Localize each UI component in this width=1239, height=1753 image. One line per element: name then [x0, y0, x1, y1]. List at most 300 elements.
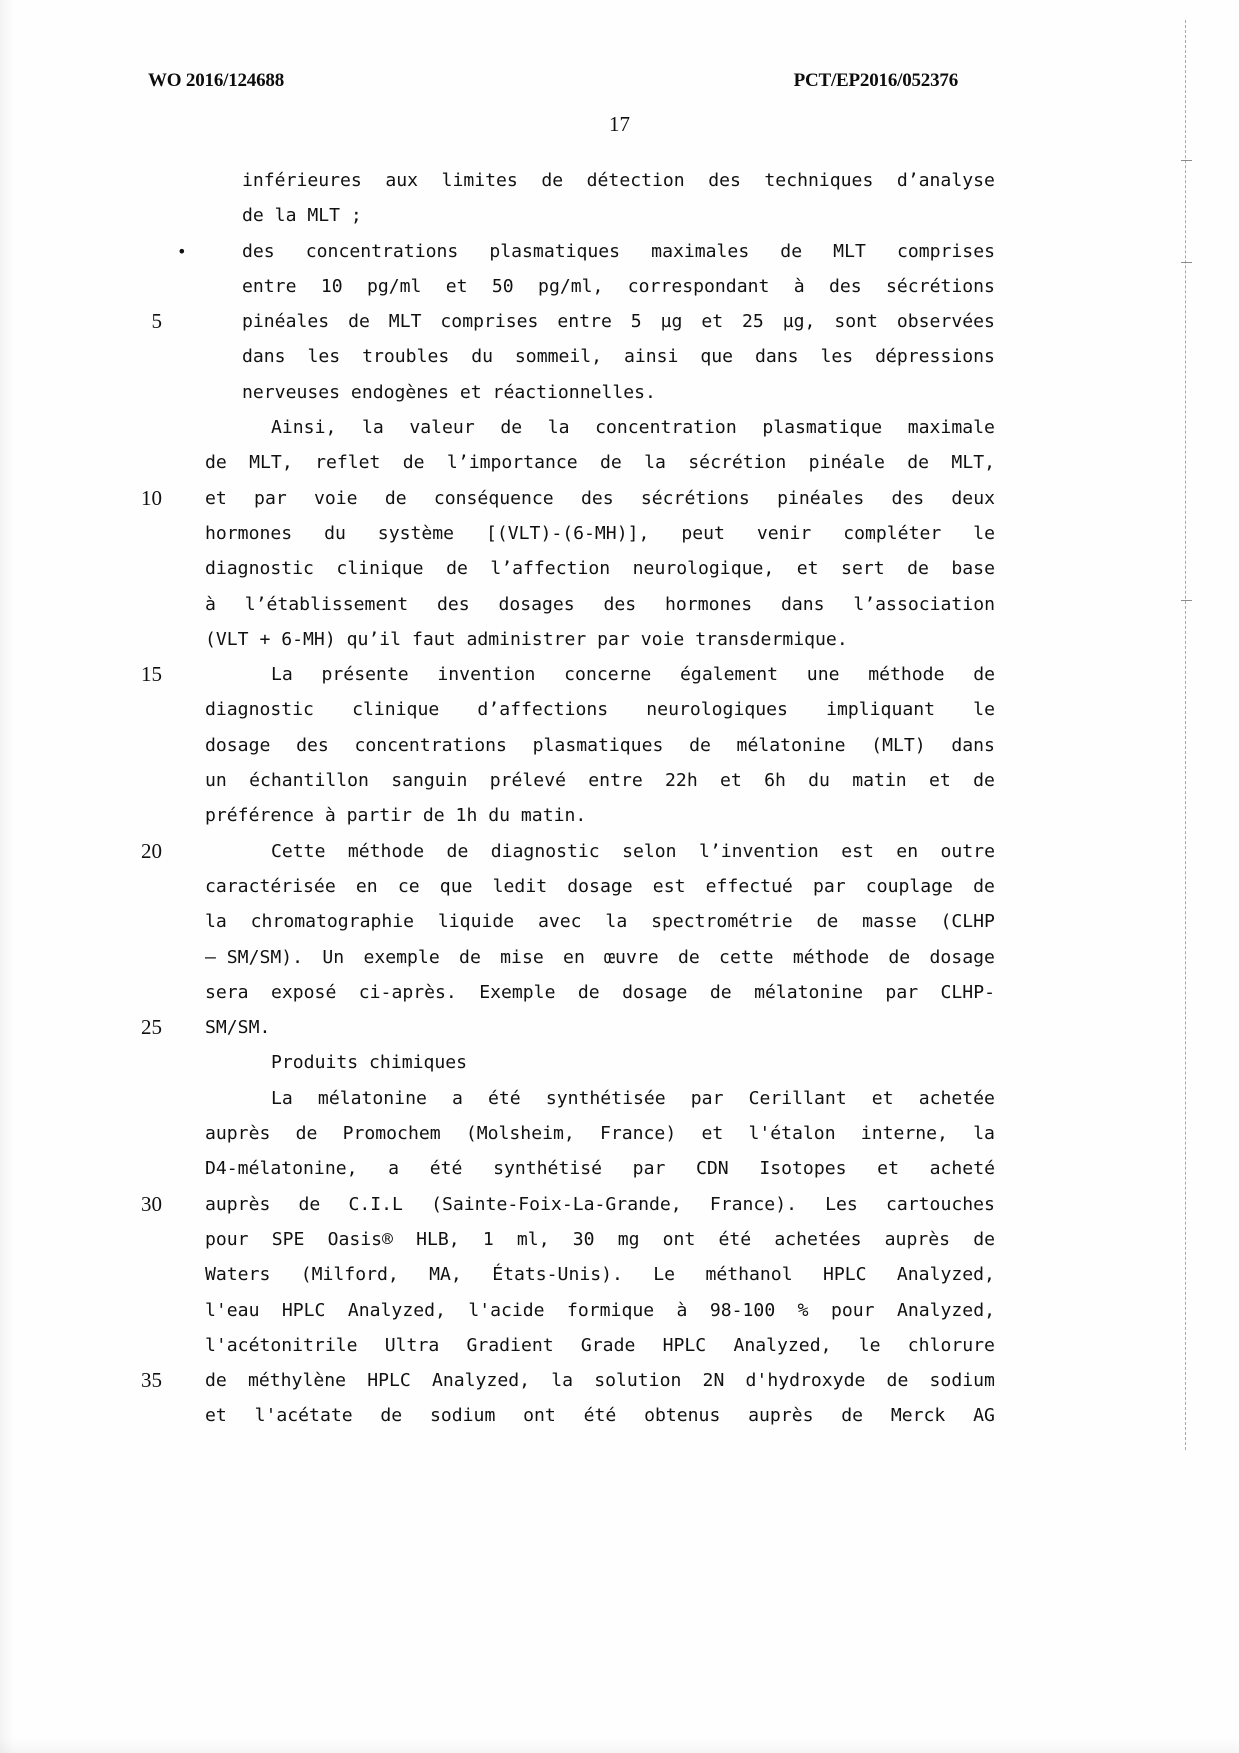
text-word: France). — [709, 1193, 797, 1215]
text-word: de — [973, 1228, 995, 1250]
text-line — [205, 692, 995, 727]
text-word: diagnostic — [490, 840, 600, 862]
text-word: Cerillant — [748, 1087, 847, 1109]
text-word: des — [296, 734, 329, 756]
text-word: l’établissement — [244, 593, 409, 615]
text-word: SPE — [271, 1228, 305, 1250]
text-word: Analyzed, — [896, 1299, 995, 1321]
text-word: pinéales — [242, 311, 330, 333]
text-word: sert — [841, 558, 885, 580]
text-line — [205, 869, 995, 904]
text-word: solution — [594, 1370, 682, 1392]
text-line: SM/SM. — [205, 1017, 271, 1039]
text-line — [205, 1081, 995, 1116]
text-word: l’importance — [446, 452, 578, 474]
text-word: La — [271, 1087, 293, 1109]
text-word: la — [551, 1370, 574, 1392]
text-word: achetée — [918, 1087, 995, 1109]
text-line: nerveuses endogènes et réactionnelles. — [242, 381, 656, 403]
text-word: outre — [940, 840, 995, 862]
text-word: auprès — [205, 1193, 271, 1215]
text-word: CLHP- — [940, 981, 995, 1003]
text-word: de — [973, 664, 995, 686]
text-line — [205, 834, 995, 869]
text-word: par — [632, 1158, 666, 1180]
text-word: compléter — [843, 522, 942, 544]
text-word: comprises — [440, 311, 539, 333]
scan-edge-shading-bottom — [0, 1737, 1239, 1753]
text-word: formique — [566, 1299, 655, 1321]
text-word: reflet — [315, 452, 381, 474]
text-line — [205, 1222, 995, 1257]
text-word: ainsi — [623, 346, 679, 368]
text-word: Un — [322, 946, 345, 968]
text-word: de — [446, 840, 469, 862]
text-word: des — [708, 170, 741, 191]
text-word: de — [500, 417, 523, 439]
text-word: de — [541, 170, 564, 191]
text-word: MLT, — [951, 452, 995, 474]
text-word: 22h — [665, 770, 698, 792]
line-number: 15 — [141, 662, 162, 687]
text-word: pinéale — [808, 452, 885, 474]
text-word: sodium — [929, 1370, 995, 1392]
text-word: mg — [617, 1228, 640, 1250]
text-word: 5 — [630, 311, 642, 333]
text-word: ce — [397, 875, 420, 897]
text-word: Isotopes — [759, 1158, 847, 1180]
text-line — [205, 587, 995, 622]
text-word: et — [720, 770, 742, 792]
text-line — [205, 1328, 995, 1363]
text-word: la — [547, 417, 570, 439]
text-word: MLT — [388, 311, 422, 333]
text-line — [205, 551, 995, 586]
text-line — [205, 304, 995, 339]
text-word: sodium — [429, 1405, 496, 1427]
text-word: par — [885, 981, 919, 1003]
text-line — [205, 728, 995, 763]
text-word: la — [605, 911, 628, 933]
text-word: le — [973, 699, 995, 721]
text-word: sont — [834, 311, 878, 333]
text-word: µg, — [782, 311, 816, 333]
text-word: de — [841, 1405, 864, 1427]
text-word: de — [577, 981, 600, 1003]
text-word: l’affection — [490, 558, 611, 580]
text-word: maximale — [907, 417, 995, 439]
text-word: des — [580, 487, 614, 509]
text-word: concentrations — [305, 240, 459, 262]
text-word: en — [355, 875, 378, 897]
text-word: Ainsi, — [271, 417, 337, 439]
text-word: été — [718, 1228, 752, 1250]
text-word: correspondant — [627, 275, 770, 297]
text-word: de — [780, 240, 803, 262]
text-word: de — [384, 487, 407, 509]
text-word: et — [445, 275, 468, 297]
text-word: sanguin — [391, 770, 468, 792]
text-word: du — [324, 522, 346, 544]
text-word: l’invention — [698, 840, 819, 862]
line-number: 10 — [141, 485, 162, 510]
text-word: méthode — [868, 664, 945, 686]
text-word: de — [298, 1193, 321, 1215]
text-word: avec — [538, 911, 582, 933]
text-word: France) — [599, 1123, 677, 1145]
text-word: est — [841, 840, 874, 862]
text-word: de — [295, 1123, 318, 1145]
text-word: de — [459, 946, 481, 968]
text-word: système — [377, 522, 455, 544]
text-word: hormones — [205, 522, 293, 544]
text-word: interne, — [860, 1123, 948, 1145]
text-line — [205, 1363, 995, 1398]
application-number: PCT/EP2016/052376 — [793, 70, 958, 91]
text-line — [205, 975, 995, 1010]
text-word: MA, — [429, 1264, 462, 1286]
text-word: (CLHP — [940, 911, 995, 933]
text-word: concerne — [564, 664, 652, 686]
text-word: (Sainte-Foix-La-Grande, — [431, 1193, 682, 1215]
text-word: et — [871, 1087, 894, 1109]
text-word: ml, — [516, 1228, 550, 1250]
text-word: hormones — [665, 593, 753, 615]
text-word: entre — [588, 770, 643, 792]
text-word: exemple — [363, 946, 440, 968]
text-word: (MLT) — [871, 734, 926, 756]
text-word: et — [796, 558, 819, 580]
text-word: ledit — [492, 875, 548, 897]
text-word: méthanol — [705, 1264, 793, 1286]
text-word: à — [676, 1299, 688, 1321]
text-word: du — [808, 770, 830, 792]
text-word: et — [701, 1123, 724, 1145]
text-line: de la MLT ; — [242, 205, 362, 227]
text-word: et — [877, 1158, 899, 1180]
text-word: synthétisée — [545, 1087, 666, 1109]
text-line — [177, 234, 995, 269]
text-word: valeur — [409, 417, 475, 439]
text-line — [205, 445, 995, 480]
text-word: de — [348, 311, 370, 333]
text-word: inférieures — [242, 170, 362, 191]
text-word: % — [797, 1299, 809, 1321]
text-word: mélatonine — [754, 981, 864, 1003]
text-word: plasmatiques — [489, 240, 621, 262]
text-word: l'acétate — [254, 1405, 353, 1427]
text-word: effectué — [705, 875, 793, 897]
text-word: la — [973, 1123, 995, 1145]
text-word: (Milford, — [300, 1264, 399, 1286]
text-word: sécrétions — [886, 275, 995, 297]
line-number: 25 — [141, 1015, 162, 1040]
text-word: a — [388, 1158, 400, 1180]
text-word: spectrométrie — [651, 911, 793, 933]
text-word: échantillon — [249, 770, 369, 792]
text-word: d’analyse — [896, 170, 995, 191]
text-word: méthylène — [247, 1370, 347, 1392]
text-word: Exemple — [479, 981, 556, 1003]
text-word: de — [816, 911, 839, 933]
text-word: auprès — [884, 1228, 951, 1250]
bullet-icon: • — [177, 241, 187, 261]
text-word: et — [205, 487, 227, 509]
text-word: C.I.L — [348, 1193, 403, 1215]
text-word: matin — [852, 770, 907, 792]
text-word: d'hydroxyde — [745, 1370, 866, 1392]
text-line — [205, 410, 995, 445]
text-word: de — [886, 1370, 909, 1392]
text-word: chromatographie — [250, 911, 415, 933]
text-word: achetées — [774, 1228, 862, 1250]
text-word: été — [488, 1087, 521, 1109]
text-word: Analyzed, — [347, 1299, 446, 1321]
text-word: couplage — [865, 875, 953, 897]
text-word: concentration — [595, 417, 737, 439]
text-word: dans — [780, 593, 825, 615]
text-word: limites — [441, 170, 518, 191]
text-word: Gradient — [466, 1334, 554, 1356]
margin-tick — [1181, 160, 1192, 161]
scan-edge-shading-left — [0, 0, 14, 1753]
text-word: une — [806, 664, 840, 686]
text-word: des — [242, 240, 275, 262]
text-word: La — [271, 664, 293, 686]
text-word: Waters — [205, 1264, 271, 1286]
text-word: de — [446, 558, 468, 580]
text-word: peut — [681, 522, 725, 544]
text-word: 30 — [572, 1228, 595, 1250]
text-word: de — [205, 452, 227, 474]
text-word: la — [205, 911, 227, 933]
text-word: ont — [662, 1228, 696, 1250]
text-line — [205, 1398, 995, 1433]
text-word: détection — [586, 170, 685, 191]
text-word: aux — [385, 170, 419, 191]
text-word: les — [307, 346, 341, 368]
text-word: MLT — [833, 240, 866, 262]
text-word: l'acide — [468, 1299, 545, 1321]
text-word: prélevé — [489, 770, 566, 792]
text-word: plasmatique — [762, 417, 883, 439]
text-word: – SM/SM). — [205, 946, 304, 968]
text-word: le — [973, 522, 995, 544]
text-word: D4-mélatonine, — [205, 1158, 358, 1180]
text-word: à — [793, 275, 805, 297]
text-word: d’affections — [477, 699, 609, 721]
text-word: HPLC — [662, 1334, 707, 1356]
line-number: 5 — [151, 309, 162, 334]
text-word: été — [429, 1158, 463, 1180]
text-word: troubles — [362, 346, 450, 368]
text-word: sécrétion — [688, 452, 787, 474]
text-word: pg/ml, — [538, 275, 604, 297]
text-word: Le — [653, 1264, 676, 1286]
text-word: entre — [557, 311, 612, 333]
text-word: acheté — [929, 1158, 995, 1180]
text-word: des — [603, 593, 637, 615]
text-word: Les — [825, 1193, 858, 1215]
text-word: cartouches — [885, 1193, 995, 1215]
text-word: ont — [523, 1405, 556, 1427]
text-word: œuvre — [604, 946, 659, 968]
text-line — [205, 163, 995, 198]
text-word: les — [820, 346, 854, 368]
text-line — [205, 1257, 995, 1292]
text-word: diagnostic — [205, 558, 314, 580]
text-line — [205, 1151, 995, 1186]
text-line — [205, 1187, 995, 1222]
text-word: en — [563, 946, 585, 968]
text-word: concentrations — [354, 734, 507, 756]
text-word: conséquence — [433, 487, 554, 509]
text-word: dans — [242, 346, 286, 368]
text-word: sera — [205, 981, 249, 1003]
text-word: de — [973, 770, 995, 792]
text-word: également — [680, 664, 779, 686]
text-word: deux — [951, 487, 995, 509]
text-word: 10 — [320, 275, 343, 297]
text-word: Grade — [580, 1334, 636, 1356]
running-header — [148, 70, 958, 92]
text-word: que — [439, 875, 473, 897]
text-word: la — [361, 417, 384, 439]
text-word: neurologique, — [632, 558, 775, 580]
text-word: 6h — [764, 770, 786, 792]
margin-guide-rule — [1185, 20, 1187, 1450]
text-word: diagnostic — [205, 699, 314, 721]
text-word: 25 — [742, 311, 764, 333]
text-word: dans — [754, 346, 799, 368]
text-word: 2N — [702, 1370, 725, 1392]
text-word: l'étalon — [748, 1123, 836, 1145]
text-word: par — [254, 487, 287, 509]
text-word: techniques — [764, 170, 874, 191]
text-line — [205, 1293, 995, 1328]
text-word: Merck — [890, 1405, 946, 1427]
text-word: sécrétions — [640, 487, 750, 509]
text-word: de — [677, 946, 700, 968]
text-word: le — [858, 1334, 881, 1356]
text-word: Cette — [271, 840, 326, 862]
text-word: des — [436, 593, 470, 615]
text-word: invention — [437, 664, 536, 686]
text-word: dépressions — [875, 346, 995, 368]
text-word: de — [907, 452, 930, 474]
text-word: synthétisé — [493, 1158, 603, 1180]
text-word: cette — [719, 946, 774, 968]
text-line — [205, 1116, 995, 1151]
text-word: Analyzed, — [733, 1334, 832, 1356]
text-word: HLB, — [416, 1228, 460, 1250]
text-word: dosage — [567, 875, 633, 897]
margin-tick — [1181, 262, 1192, 263]
text-word: 98-100 — [709, 1299, 776, 1321]
body-text — [177, 163, 995, 1434]
page-number: 17 — [609, 112, 630, 136]
line-number: 35 — [141, 1368, 162, 1393]
text-word: est — [652, 875, 686, 897]
text-word: ci-après. — [358, 981, 457, 1003]
text-word: CDN — [696, 1158, 729, 1180]
text-word: 1 — [482, 1228, 494, 1250]
text-word: États-Unis). — [492, 1264, 623, 1286]
margin-tick — [1181, 600, 1192, 601]
text-word: auprès — [748, 1405, 814, 1427]
text-word: exposé — [270, 981, 337, 1003]
text-word: pg/ml — [366, 275, 422, 297]
text-word: Promochem — [342, 1123, 441, 1145]
text-word: clinique — [352, 699, 440, 721]
text-line: Produits chimiques — [271, 1052, 468, 1074]
text-word: dosages — [498, 593, 575, 615]
text-word: l'eau — [205, 1299, 260, 1321]
text-word: a — [451, 1087, 463, 1109]
text-word: clinique — [336, 558, 424, 580]
text-word: à — [205, 593, 216, 615]
text-line: préférence à partir de 1h du matin. — [205, 805, 587, 827]
text-word: des — [828, 275, 862, 297]
text-word: de — [689, 734, 711, 756]
text-word: MLT, — [249, 452, 293, 474]
text-word: dosage — [622, 981, 688, 1003]
text-word: mise — [500, 946, 544, 968]
line-number: 20 — [141, 838, 162, 863]
text-word: pour — [830, 1299, 875, 1321]
text-word: de — [888, 946, 911, 968]
text-word: HPLC — [367, 1370, 411, 1392]
text-word: de — [600, 452, 622, 474]
text-word: [(VLT)-(6-MH)], — [485, 522, 650, 544]
text-word: des — [891, 487, 925, 509]
text-word: mélatonine — [317, 1087, 427, 1109]
text-line — [205, 339, 995, 374]
text-word: base — [951, 558, 995, 580]
text-word: Analyzed, — [431, 1370, 531, 1392]
text-word: liquide — [437, 911, 515, 933]
text-word: pour — [205, 1228, 249, 1250]
text-word: et — [701, 311, 724, 333]
text-line: (VLT + 6-MH) qu’il faut administrer par voie transdermique. — [205, 628, 848, 650]
text-word: en — [896, 840, 919, 862]
text-word: plasmatiques — [532, 734, 664, 756]
text-word: impliquant — [826, 699, 936, 721]
text-line — [205, 481, 995, 516]
text-line — [205, 269, 995, 304]
text-word: auprès — [205, 1123, 271, 1145]
text-word: masse — [862, 911, 917, 933]
line-number: 30 — [141, 1191, 162, 1216]
text-word: caractérisée — [205, 875, 336, 897]
text-word: observées — [896, 311, 995, 333]
publication-number: WO 2016/124688 — [148, 70, 285, 91]
text-word: dans — [951, 734, 995, 756]
text-word: dosage — [205, 734, 271, 756]
text-word: et — [928, 770, 951, 792]
text-word: et — [205, 1405, 227, 1427]
text-word: chlorure — [907, 1334, 995, 1356]
text-word: obtenus — [644, 1405, 721, 1427]
text-word: été — [583, 1405, 617, 1427]
text-line — [205, 516, 995, 551]
text-word: la — [644, 452, 666, 474]
text-word: dosage — [929, 946, 995, 968]
text-word: l’association — [853, 593, 995, 615]
text-line — [205, 904, 995, 939]
text-word: µg — [660, 311, 683, 333]
text-word: HPLC — [281, 1299, 326, 1321]
